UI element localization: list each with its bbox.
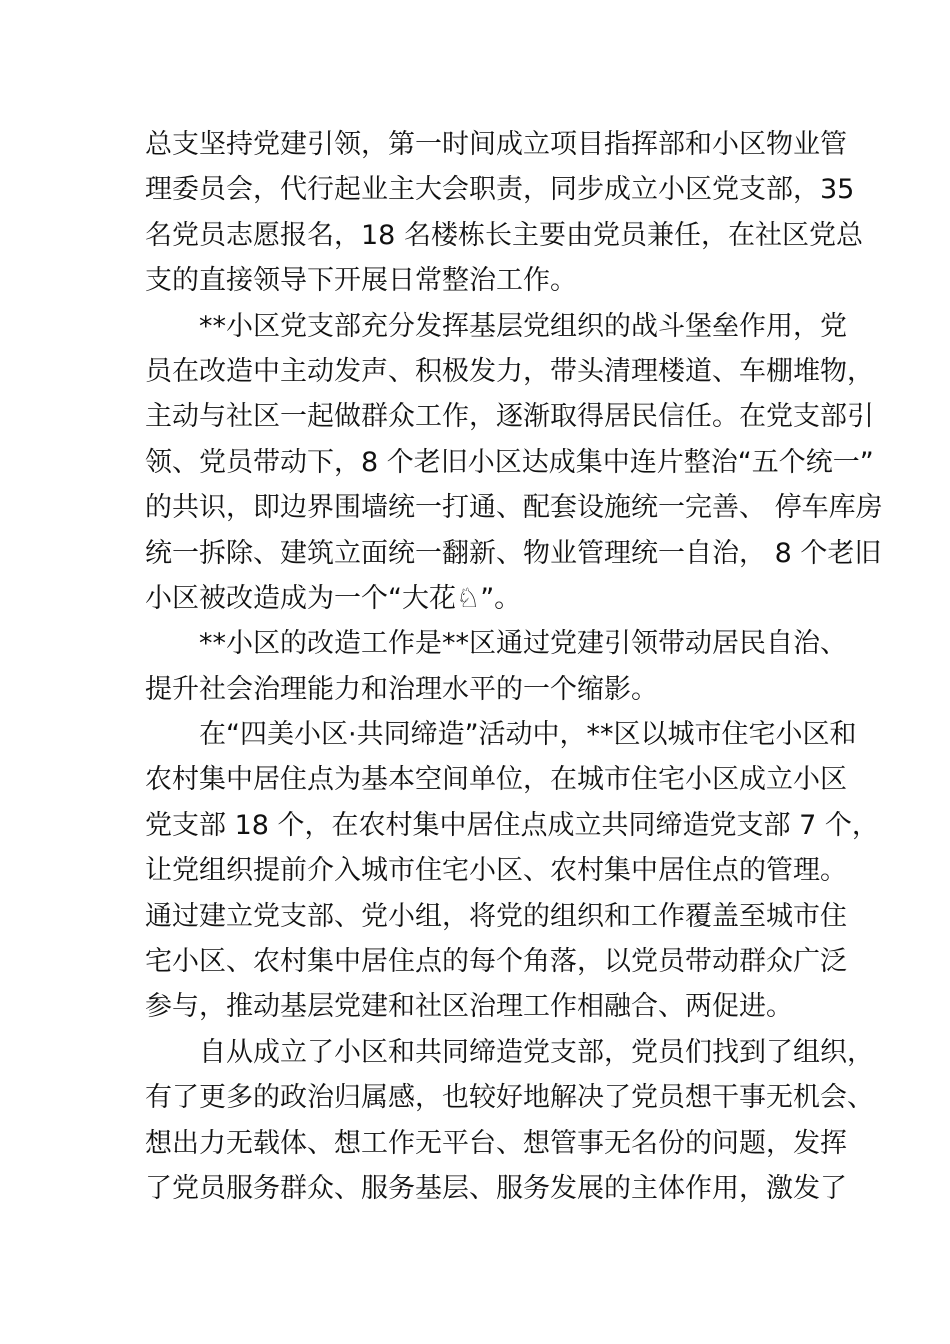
text-line: 农村集中居住点为基本空间单位，在城市住宅小区成立小区 [145,764,847,796]
text-line: 让党组织提前介入城市住宅小区、农村集中居住点的管理。 [145,855,847,887]
text-line: 自从成立了小区和共同缔造党支部，党员们找到了组织， [199,1036,874,1068]
text-line: **小区的改造工作是**区通过党建引领带动居民自治、 [199,628,847,660]
paragraph-3 [145,621,847,712]
paragraph-2 [145,304,883,622]
text-line: 党支部 18 个，在农村集中居住点成立共同缔造党支部 7 个， [145,809,879,841]
text-line: 的共识，即边界围墙统一打通、配套设施统一完善、 停车库房 [145,492,883,524]
text-line: 提升社会治理能力和治理水平的一个缩影。 [145,673,658,705]
text-line: 宅小区、农村集中居住点的每个角落，以党员带动群众广泛 [145,946,847,978]
text-line: 员在改造中主动发声、积极发力，带头清理楼道、车棚堆物， [145,355,874,387]
text-line: 名党员志愿报名，18 名楼栋长主要由党员兼任，在社区党总 [145,219,863,251]
text-line: 领、党员带动下，8 个老旧小区达成集中连片整治“五个统一” [145,446,874,478]
paragraph-5 [145,1030,874,1212]
text-line: 在“四美小区·共同缔造”活动中，**区以城市住宅小区和 [199,719,857,751]
text-line: 支的直接领导下开展日常整治工作。 [145,265,577,297]
text-line: 总支坚持党建引领，第一时间成立项目指挥部和小区物业管 [145,129,847,160]
text-line: 有了更多的政治归属感，也较好地解决了党员想干事无机会、 [145,1082,874,1114]
text-line: 小区被改造成为一个“大花♘”。 [145,582,522,614]
paragraph-1 [145,122,863,304]
text-line: 理委员会，代行起业主大会职责，同步成立小区党支部，35 [145,174,855,206]
text-line: 统一拆除、建筑立面统一翻新、物业管理统一自治， 8 个老旧 [145,537,882,569]
text-line: **小区党支部充分发挥基层党组织的战斗堡垒作用，党 [199,310,847,342]
text-line: 参与，推动基层党建和社区治理工作相融合、两促进。 [145,991,793,1023]
text-line: 了党员服务群众、服务基层、服务发展的主体作用，激发了 [145,1172,847,1204]
body-text [145,122,883,1211]
text-line: 想出力无载体、想工作无平台、想管事无名份的问题，发挥 [145,1127,847,1159]
paragraph-4 [145,712,879,1030]
text-line: 主动与社区一起做群众工作，逐渐取得居民信任。在党支部引 [145,401,874,433]
text-line: 通过建立党支部、党小组，将党的组织和工作覆盖至城市住 [145,900,847,932]
